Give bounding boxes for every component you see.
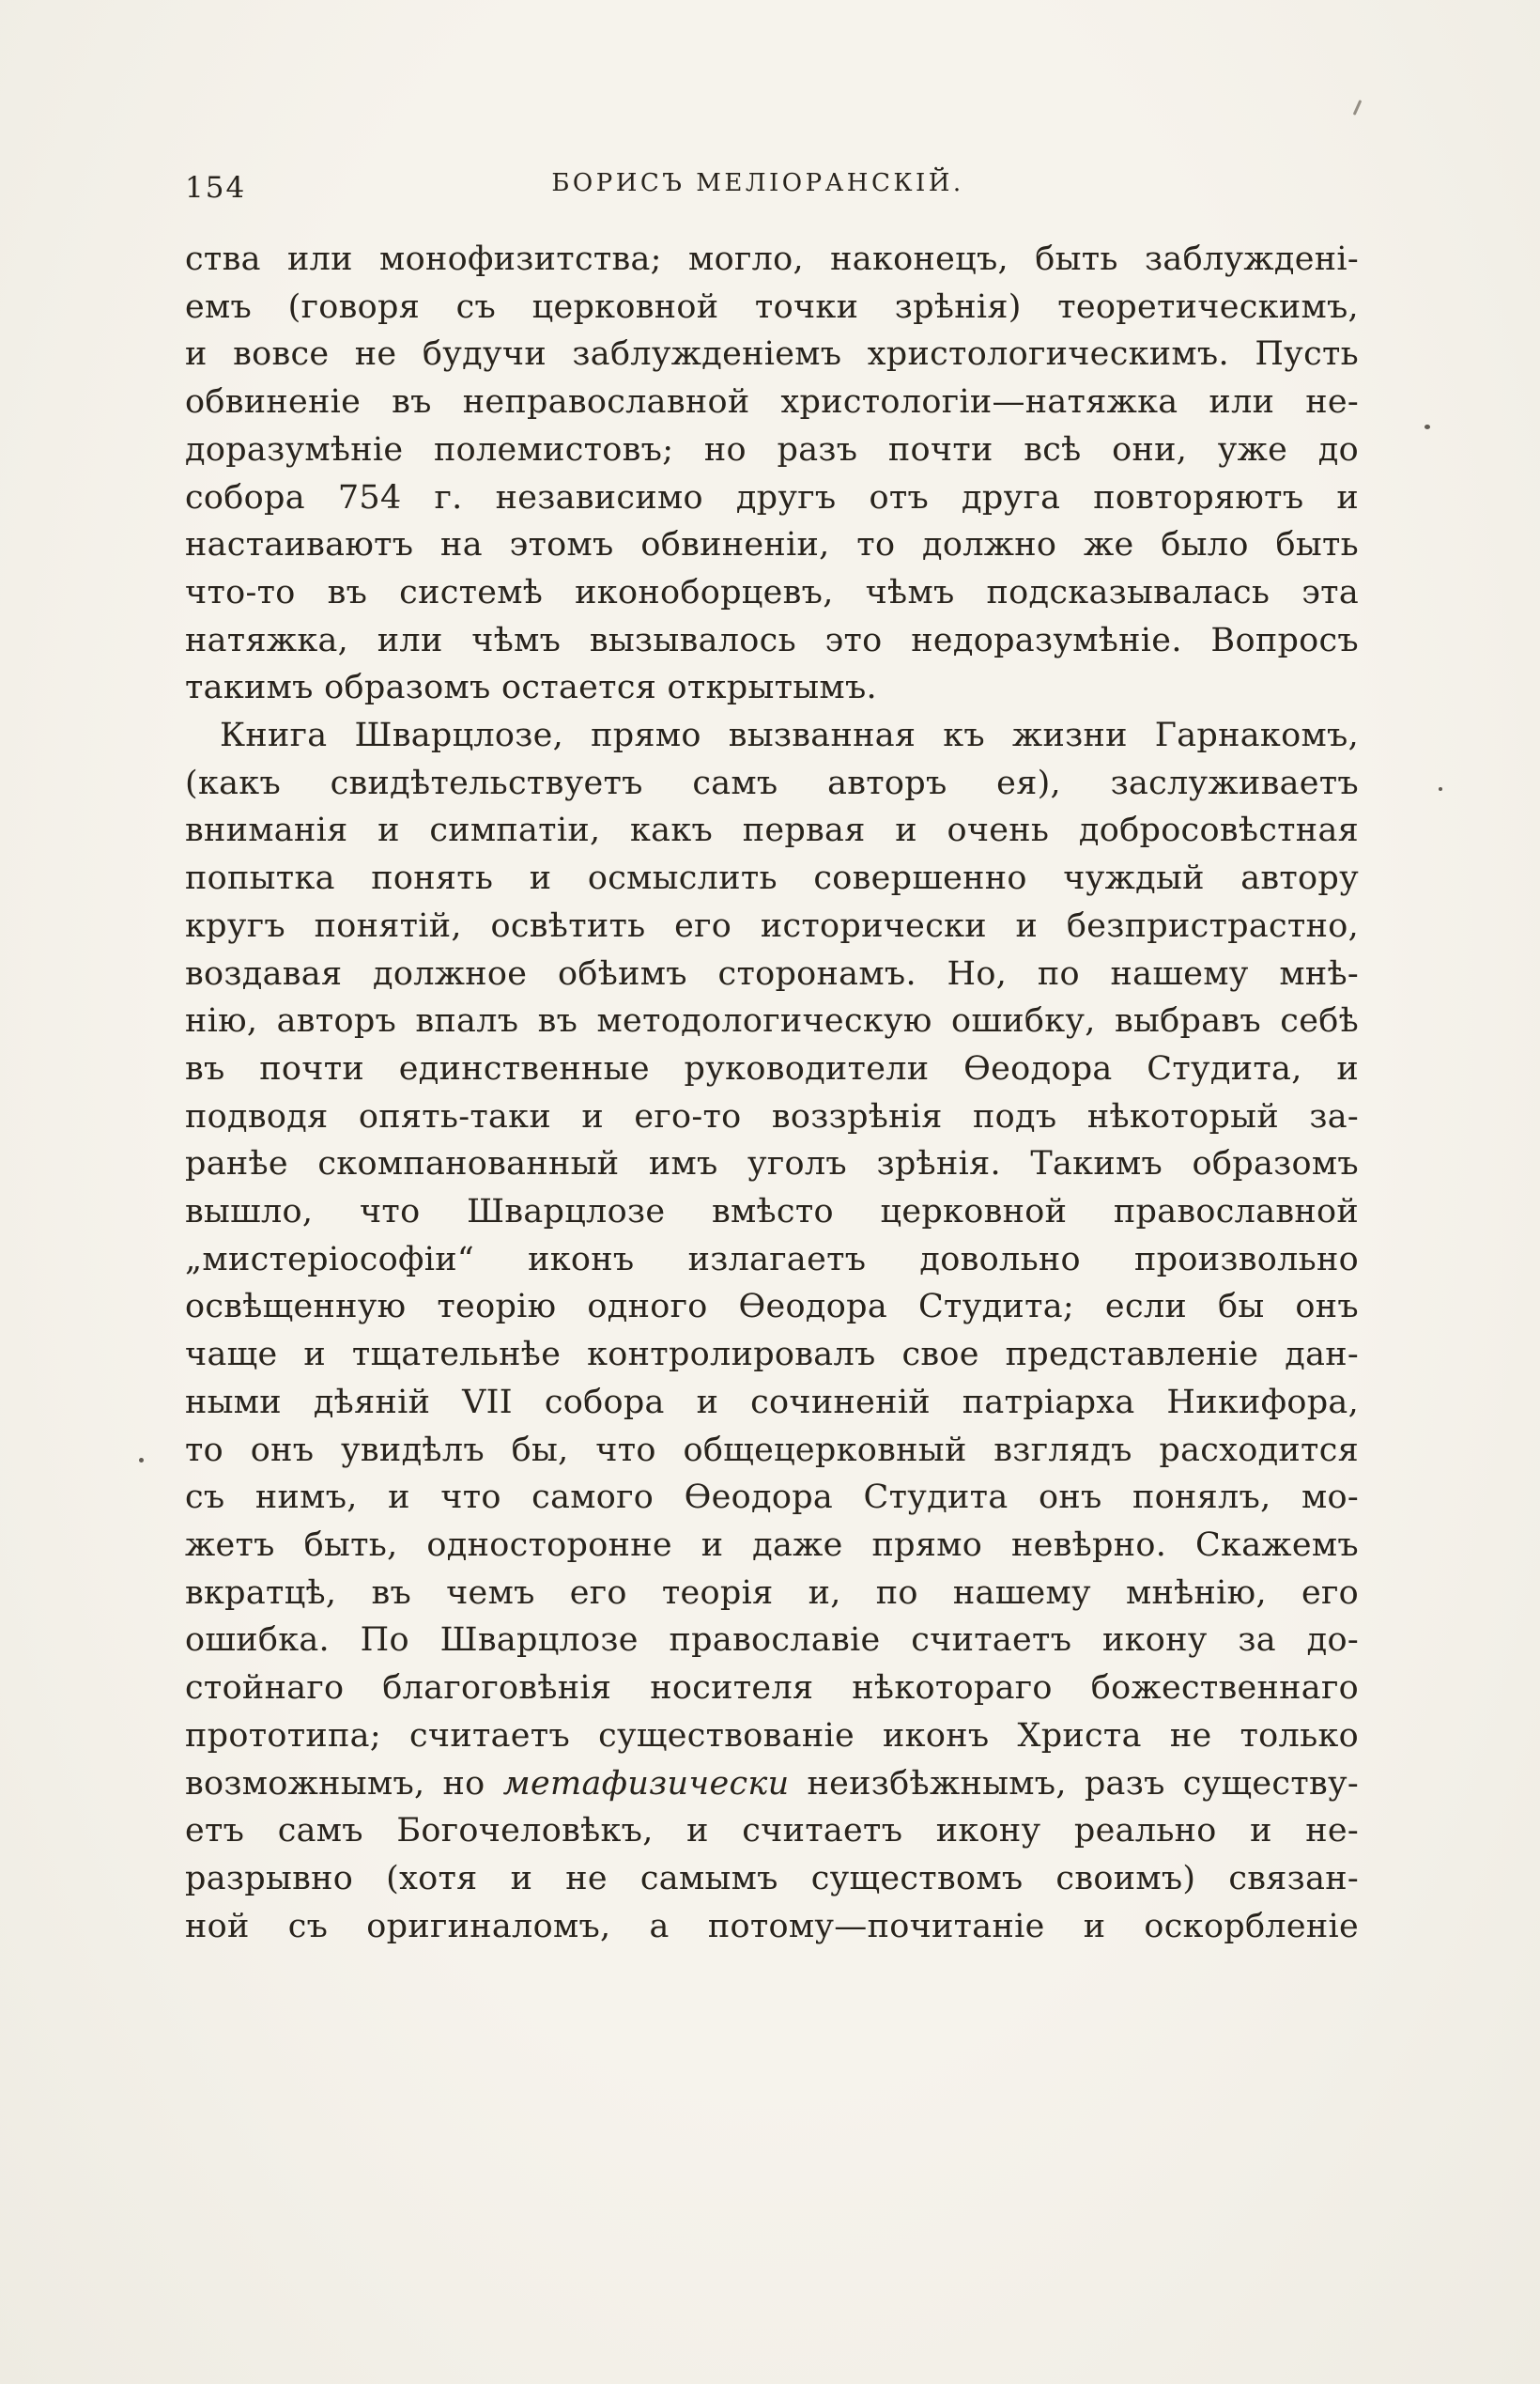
text-line: емъ (говоря съ церковной точки зрѣнія) теоретическимъ, [185,287,1359,326]
page-number: 154 [185,171,247,205]
text-line: обвиненіе въ неправославной христологіи—натяжка или не- [185,383,1359,422]
italic-emphasis: метафизически [502,1764,790,1803]
text-line: съ нимъ, и что самого Ѳеодора Студита онъ понялъ, мо- [185,1478,1359,1517]
text-line: вниманія и симпатіи, какъ первая и очень добросовѣстная [185,812,1359,850]
text-line: доразумѣніе полемистовъ; но разъ почти всѣ они, уже до [185,430,1359,469]
text-line: натяжка, или чѣмъ вызывалось это недоразумѣніе. Вопросъ [185,621,1359,659]
text-line: ранѣе скомпанованный имъ уголъ зрѣнія. Такимъ образомъ [185,1145,1359,1184]
scan-speck [1439,787,1442,791]
text-line: (какъ свидѣтельствуетъ самъ авторъ ея), заслуживаетъ [185,764,1359,802]
text-line: попытка понять и осмыслить совершенно чуждый автору [185,859,1359,898]
text-line: ошибка. По Шварцлозе православіе считаетъ икону за до- [185,1621,1359,1660]
text-line: вкратцѣ, въ чемъ его теорія и, по нашему мнѣнію, его [185,1573,1359,1612]
scan-speck [139,1458,144,1463]
scan-artifact-mark [1353,100,1363,116]
text-line: собора 754 г. независимо другъ отъ друга повторяютъ и [185,478,1359,517]
paragraph [185,236,1359,712]
text-line: нію, авторъ впалъ въ методологическую ошибку, выбравъ себѣ [185,1002,1359,1041]
text-line: освѣщенную теорію одного Ѳеодора Студита; если бы онъ [185,1288,1359,1326]
text-line: воздавая должное обѣимъ сторонамъ. Но, по нашему мнѣ- [185,954,1359,993]
text-segment: неизбѣжнымъ, разъ существу- [789,1764,1360,1803]
text-line: чаще и тщательнѣе контролировалъ свое представленіе дан- [185,1336,1359,1374]
text-line [185,1760,1359,1808]
text-line: ства или монофизитства; могло, наконецъ, быть заблужденi- [185,240,1359,278]
text-line: то онъ увидѣлъ бы, что общецерковный взглядъ расходится [185,1431,1359,1469]
text-line: вышло, что Шварцлозе вмѣсто церковной православной [185,1193,1359,1231]
text-line: подводя опять-таки и его-то воззрѣнія подъ нѣкоторый за- [185,1097,1359,1136]
text-line: стойнаго благоговѣнія носителя нѣкотораго божественнаго [185,1669,1359,1708]
text-line: что-то въ системѣ иконоборцевъ, чѣмъ подсказывалась эта [185,573,1359,611]
running-header [185,169,1359,207]
text-line: прототипа; считаетъ существованіе иконъ Христа не только [185,1716,1359,1755]
text-line: кругъ понятій, освѣтить его исторически и безпристрастно, [185,906,1359,945]
text-line: етъ самъ Богочеловѣкъ, и считаетъ икону реально и не- [185,1812,1359,1850]
text-line: и вовсе не будучи заблужденіемъ христологическимъ. Пусть [185,335,1359,374]
text-line: такимъ образомъ остается открытымъ. [185,669,877,707]
text-line: ной съ оригиналомъ, а потому—почитаніе и оскорбленіе [185,1907,1359,1945]
text-line: въ почти единственные руководители Ѳеодора Студита, и [185,1049,1359,1088]
text-line: настаиваютъ на этомъ обвиненіи, то должно же было быть [185,526,1359,565]
running-title: БОРИСЪ МЕЛІОРАНСКІЙ. [551,169,964,197]
paragraph [185,712,1359,1950]
text-block [185,236,1359,1950]
text-segment: возможнымъ, но [185,1764,503,1803]
text-line: „мистеріософіи“ иконъ излагаетъ довольно произвольно [185,1240,1359,1278]
text-line: разрывно (хотя и не самымъ существомъ своимъ) связан- [185,1859,1359,1897]
text-line: Книга Шварцлозе, прямо вызванная къ жизни Гарнакомъ, [220,717,1359,755]
text-line: жетъ быть, односторонне и даже прямо невѣрно. Скажемъ [185,1525,1359,1564]
text-line: ными дѣяній VII собора и сочиненій патріарха Никифора, [185,1383,1359,1421]
scan-speck [1424,425,1430,429]
